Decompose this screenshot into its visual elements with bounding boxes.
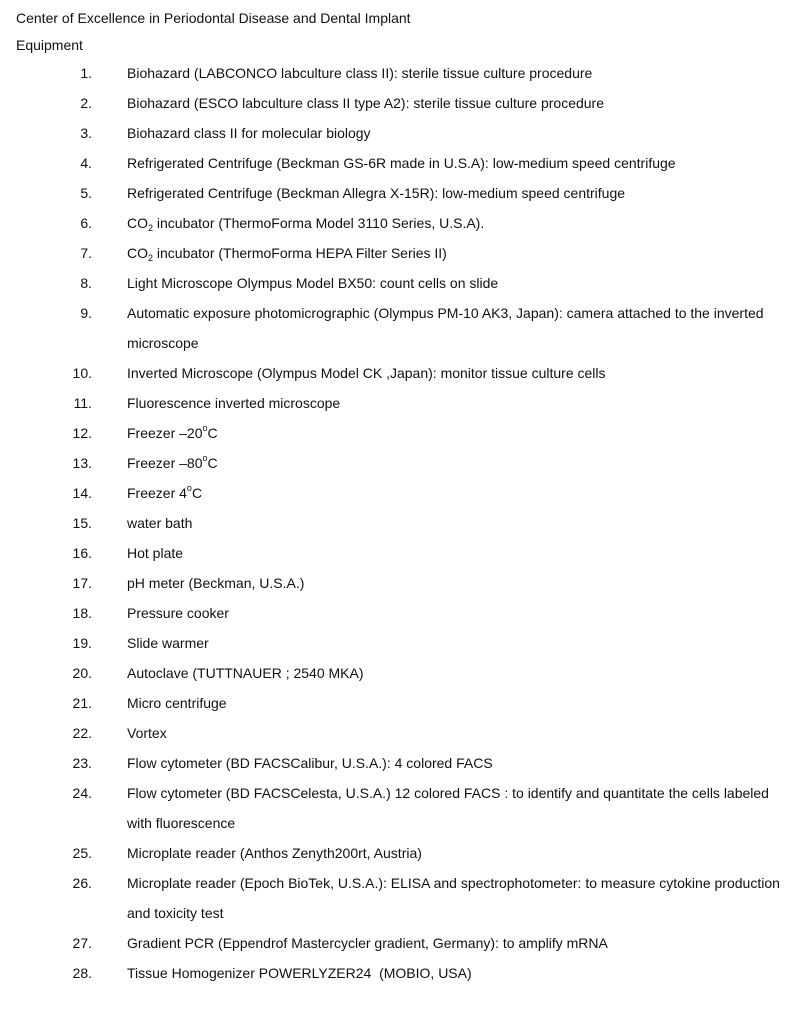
item-text (127, 688, 787, 718)
item-subscript: 2 (148, 223, 154, 233)
item-text-main: CO (127, 215, 148, 231)
item-text-main: Automatic exposure photomicrographic (Olympus PM-10 AK3, Japan): camera attached to the inverted microscope (127, 305, 768, 351)
item-number: 14. (72, 485, 92, 501)
item-text (127, 868, 787, 928)
item-text (127, 538, 787, 568)
item-text-main: Refrigerated Centrifuge (Beckman Allegra X-15R): low-medium speed centrifuge (127, 185, 626, 201)
page-title: Center of Excellence in Periodontal Disease and Dental Implant (16, 10, 411, 26)
item-text-main: CO (127, 245, 148, 261)
item-text-main: Micro centrifuge (127, 695, 227, 711)
item-number: 18. (72, 605, 92, 621)
list-item (0, 964, 803, 994)
item-text (127, 118, 787, 148)
item-number: 27. (72, 935, 92, 951)
item-number: 15. (72, 515, 92, 531)
list-item (0, 874, 803, 934)
equipment-list (0, 64, 803, 994)
item-text-tail: C (207, 425, 218, 441)
item-text-main: Freezer –80 (127, 455, 203, 471)
item-text (127, 148, 787, 178)
item-number: 22. (72, 725, 92, 741)
item-text-main: pH meter (Beckman, U.S.A.) (127, 575, 305, 591)
item-text (127, 178, 787, 208)
item-text (127, 418, 787, 448)
item-text (127, 838, 787, 868)
item-text (127, 928, 787, 958)
item-text-main: Flow cytometer (BD FACSCalibur, U.S.A.): 4 colored FACS (127, 755, 493, 771)
item-text (127, 268, 787, 298)
item-text-tail: incubator (ThermoForma Model 3110 Series, U.S.A). (153, 215, 485, 231)
item-number: 1. (80, 65, 92, 81)
item-text (127, 568, 787, 598)
item-number: 17. (72, 575, 92, 591)
item-text-main: water bath (127, 515, 193, 531)
item-number: 10. (72, 365, 92, 381)
item-number: 2. (80, 95, 92, 111)
item-text-main: Freezer 4 (127, 485, 187, 501)
item-text-tail: C (207, 455, 218, 471)
item-text-main: Slide warmer (127, 635, 209, 651)
item-number: 26. (72, 875, 92, 891)
item-text (127, 778, 787, 838)
item-text-main: Inverted Microscope (Olympus Model CK ,Japan): monitor tissue culture cells (127, 365, 606, 381)
item-superscript: o (202, 453, 208, 463)
item-superscript: o (202, 423, 208, 433)
item-number: 11. (73, 395, 92, 411)
item-text (127, 748, 787, 778)
item-text-main: Vortex (127, 725, 167, 741)
item-number: 23. (72, 755, 92, 771)
item-text (127, 628, 787, 658)
item-number: 4. (80, 155, 92, 171)
item-text-main: Biohazard (ESCO labculture class II type A2): sterile tissue culture procedure (127, 95, 604, 111)
item-number: 28. (72, 965, 92, 981)
item-number: 19. (72, 635, 92, 651)
item-number: 21. (72, 695, 92, 711)
item-text (127, 478, 787, 508)
item-text-main: Gradient PCR (Eppendrof Mastercycler gradient, Germany): to amplify mRNA (127, 935, 608, 951)
item-text (127, 448, 787, 478)
item-text-main: Microplate reader (Epoch BioTek, U.S.A.): ELISA and spectrophotometer: to measure cytokine production and toxicity test (127, 875, 784, 921)
item-text (127, 718, 787, 748)
item-number: 24. (72, 785, 92, 801)
item-text-main: Hot plate (127, 545, 184, 561)
item-text (127, 958, 787, 988)
list-item (0, 304, 803, 364)
item-text (127, 388, 787, 418)
item-text (127, 58, 787, 88)
item-text-main: Pressure cooker (127, 605, 229, 621)
item-text (127, 508, 787, 538)
item-text-tail: incubator (ThermoForma HEPA Filter Series II) (153, 245, 447, 261)
item-number: 16. (72, 545, 92, 561)
item-text-main: Microplate reader (Anthos Zenyth200rt, Austria) (127, 845, 422, 861)
item-number: 6. (80, 215, 92, 231)
item-text-tail: C (191, 485, 203, 501)
item-text (127, 658, 787, 688)
item-text (127, 238, 787, 268)
item-text (127, 298, 787, 358)
item-number: 8. (80, 275, 92, 291)
item-text-main: Flow cytometer (BD FACSCelesta, U.S.A.) 12 colored FACS : to identify and quantitate the cells labeled with fluorescence (127, 785, 773, 831)
item-text-main: Biohazard class II for molecular biology (127, 125, 371, 141)
item-text-main: Biohazard (LABCONCO labculture class II): sterile tissue culture procedure (127, 65, 593, 81)
item-number: 3. (80, 125, 92, 141)
item-text (127, 208, 787, 238)
list-item (0, 784, 803, 844)
item-text-main: Tissue Homogenizer POWERLYZER24 (MOBIO, USA) (127, 965, 472, 981)
item-number: 20. (72, 665, 92, 681)
item-text (127, 358, 787, 388)
item-text-main: Light Microscope Olympus Model BX50: count cells on slide (127, 275, 499, 291)
item-text-main: Freezer –20 (127, 425, 203, 441)
section-heading-equipment: Equipment (16, 37, 83, 53)
item-text-main: Refrigerated Centrifuge (Beckman GS-6R made in U.S.A): low-medium speed centrifuge (127, 155, 676, 171)
item-superscript: o (186, 483, 192, 493)
item-text-main: Fluorescence inverted microscope (127, 395, 341, 411)
item-subscript: 2 (148, 253, 154, 263)
item-number: 9. (80, 305, 92, 321)
item-text (127, 88, 787, 118)
item-text-main: Autoclave (TUTTNAUER ; 2540 MKA) (127, 665, 364, 681)
item-number: 12. (72, 425, 92, 441)
item-number: 5. (80, 185, 92, 201)
item-number: 25. (72, 845, 92, 861)
item-number: 13. (72, 455, 92, 471)
item-text (127, 598, 787, 628)
item-number: 7. (80, 245, 92, 261)
